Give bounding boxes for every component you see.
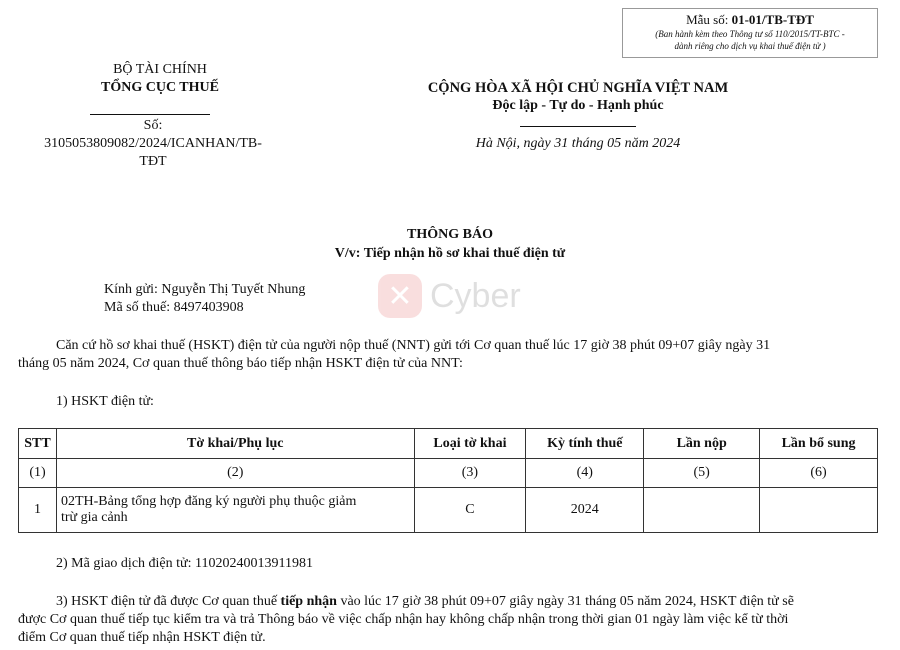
intro-line2: tháng 05 năm 2024, Cơ quan thuế thông báo tiếp nhận HSKT điện tử của NNT: xyxy=(18,356,463,371)
recipient-line: Kính gửi: Nguyễn Thị Tuyết Nhung xyxy=(104,282,306,297)
index-cell: (5) xyxy=(644,459,760,488)
transaction-code-line: 2) Mã giao dịch điện tử: 11020240013911981 xyxy=(56,556,313,571)
form-number-value: 01-01/TB-TĐT xyxy=(731,12,814,27)
notice-title: THÔNG BÁO xyxy=(407,227,493,242)
form-number-label: Mẫu số: xyxy=(686,12,729,27)
row-submission xyxy=(644,488,760,533)
row-form-line1: 02TH-Bảng tổng hợp đăng ký người phụ thuộc giảm xyxy=(60,494,357,509)
col-header-form: Tờ khai/Phụ lục xyxy=(56,429,414,459)
index-cell: (6) xyxy=(760,459,878,488)
intro-line1: Căn cứ hồ sơ khai thuế (HSKT) điện tử của người nộp thuế (NNT) gửi tới Cơ quan thuế lúc 17 giờ 38 phút 09+07 giây ngày 31 xyxy=(56,338,771,353)
row-type: C xyxy=(414,488,526,533)
row-stt: 1 xyxy=(19,488,57,533)
index-cell: (3) xyxy=(414,459,526,488)
doc-no-label: Số: xyxy=(143,118,163,133)
watermark-text: Cyber xyxy=(430,276,521,315)
place-date: Hà Nội, ngày 31 tháng 05 năm 2024 xyxy=(475,136,681,151)
cyber-logo-icon: ✕ xyxy=(378,274,422,318)
department-name: TỔNG CỤC THUẾ xyxy=(101,80,219,95)
row-supplement xyxy=(760,488,878,533)
form-number-box xyxy=(622,8,878,58)
col-header-supplement: Lần bổ sung xyxy=(760,429,878,459)
col-header-submission: Lần nộp xyxy=(644,429,760,459)
section3-line2: được Cơ quan thuế tiếp tục kiểm tra và trả Thông báo về việc chấp nhận hay không chấp nhận trong thời gian 01 ngày làm việc kể từ thời xyxy=(18,612,789,627)
row-form-line2: trừ gia cảnh xyxy=(60,510,128,525)
ministry-name: BỘ TÀI CHÍNH xyxy=(113,62,207,77)
section3-line1 xyxy=(56,592,794,612)
table-row xyxy=(19,488,878,533)
section3-emphasis: tiếp nhận xyxy=(280,594,337,609)
doc-no-line1: 3105053809082/2024/ICANHAN/TB- xyxy=(44,136,262,151)
row-period: 2024 xyxy=(526,488,644,533)
col-header-type: Loại tờ khai xyxy=(414,429,526,459)
section3-line3: điểm Cơ quan thuế tiếp nhận HSKT điện tử. xyxy=(18,630,266,645)
col-header-stt: STT xyxy=(19,429,57,459)
section1-heading: 1) HSKT điện tử: xyxy=(56,394,154,409)
section3-rest: vào lúc 17 giờ 38 phút 09+07 giây ngày 31 tháng 05 năm 2024, HSKT điện tử sẽ xyxy=(336,594,794,609)
section3-prefix: 3) HSKT điện tử đã được Cơ quan thuế xyxy=(56,594,281,609)
index-cell: (2) xyxy=(56,459,414,488)
form-note-line1: (Ban hành kèm theo Thông tư số 110/2015/TT-BTC - xyxy=(655,29,845,39)
index-cell: (1) xyxy=(19,459,57,488)
form-number xyxy=(623,12,877,28)
form-note-line2: dành riêng cho dịch vụ khai thuế điện tử ) xyxy=(674,41,826,51)
row-form xyxy=(56,488,414,533)
republic-name: CỘNG HÒA XÃ HỘI CHỦ NGHĨA VIỆT NAM xyxy=(427,80,729,96)
notice-subject: V/v: Tiếp nhận hồ sơ khai thuế điện tử xyxy=(334,246,566,261)
agency-underline xyxy=(90,114,210,115)
republic-motto: Độc lập - Tự do - Hạnh phúc xyxy=(492,98,664,113)
col-header-period: Kỳ tính thuế xyxy=(526,429,644,459)
hskt-table xyxy=(18,428,878,533)
table-header-row xyxy=(19,429,878,459)
cyber-watermark xyxy=(378,270,548,322)
tax-code-line: Mã số thuế: 8497403908 xyxy=(104,300,244,315)
table-index-row xyxy=(19,459,878,488)
doc-no-line2: TĐT xyxy=(139,154,167,169)
index-cell: (4) xyxy=(526,459,644,488)
motto-underline xyxy=(520,126,636,127)
